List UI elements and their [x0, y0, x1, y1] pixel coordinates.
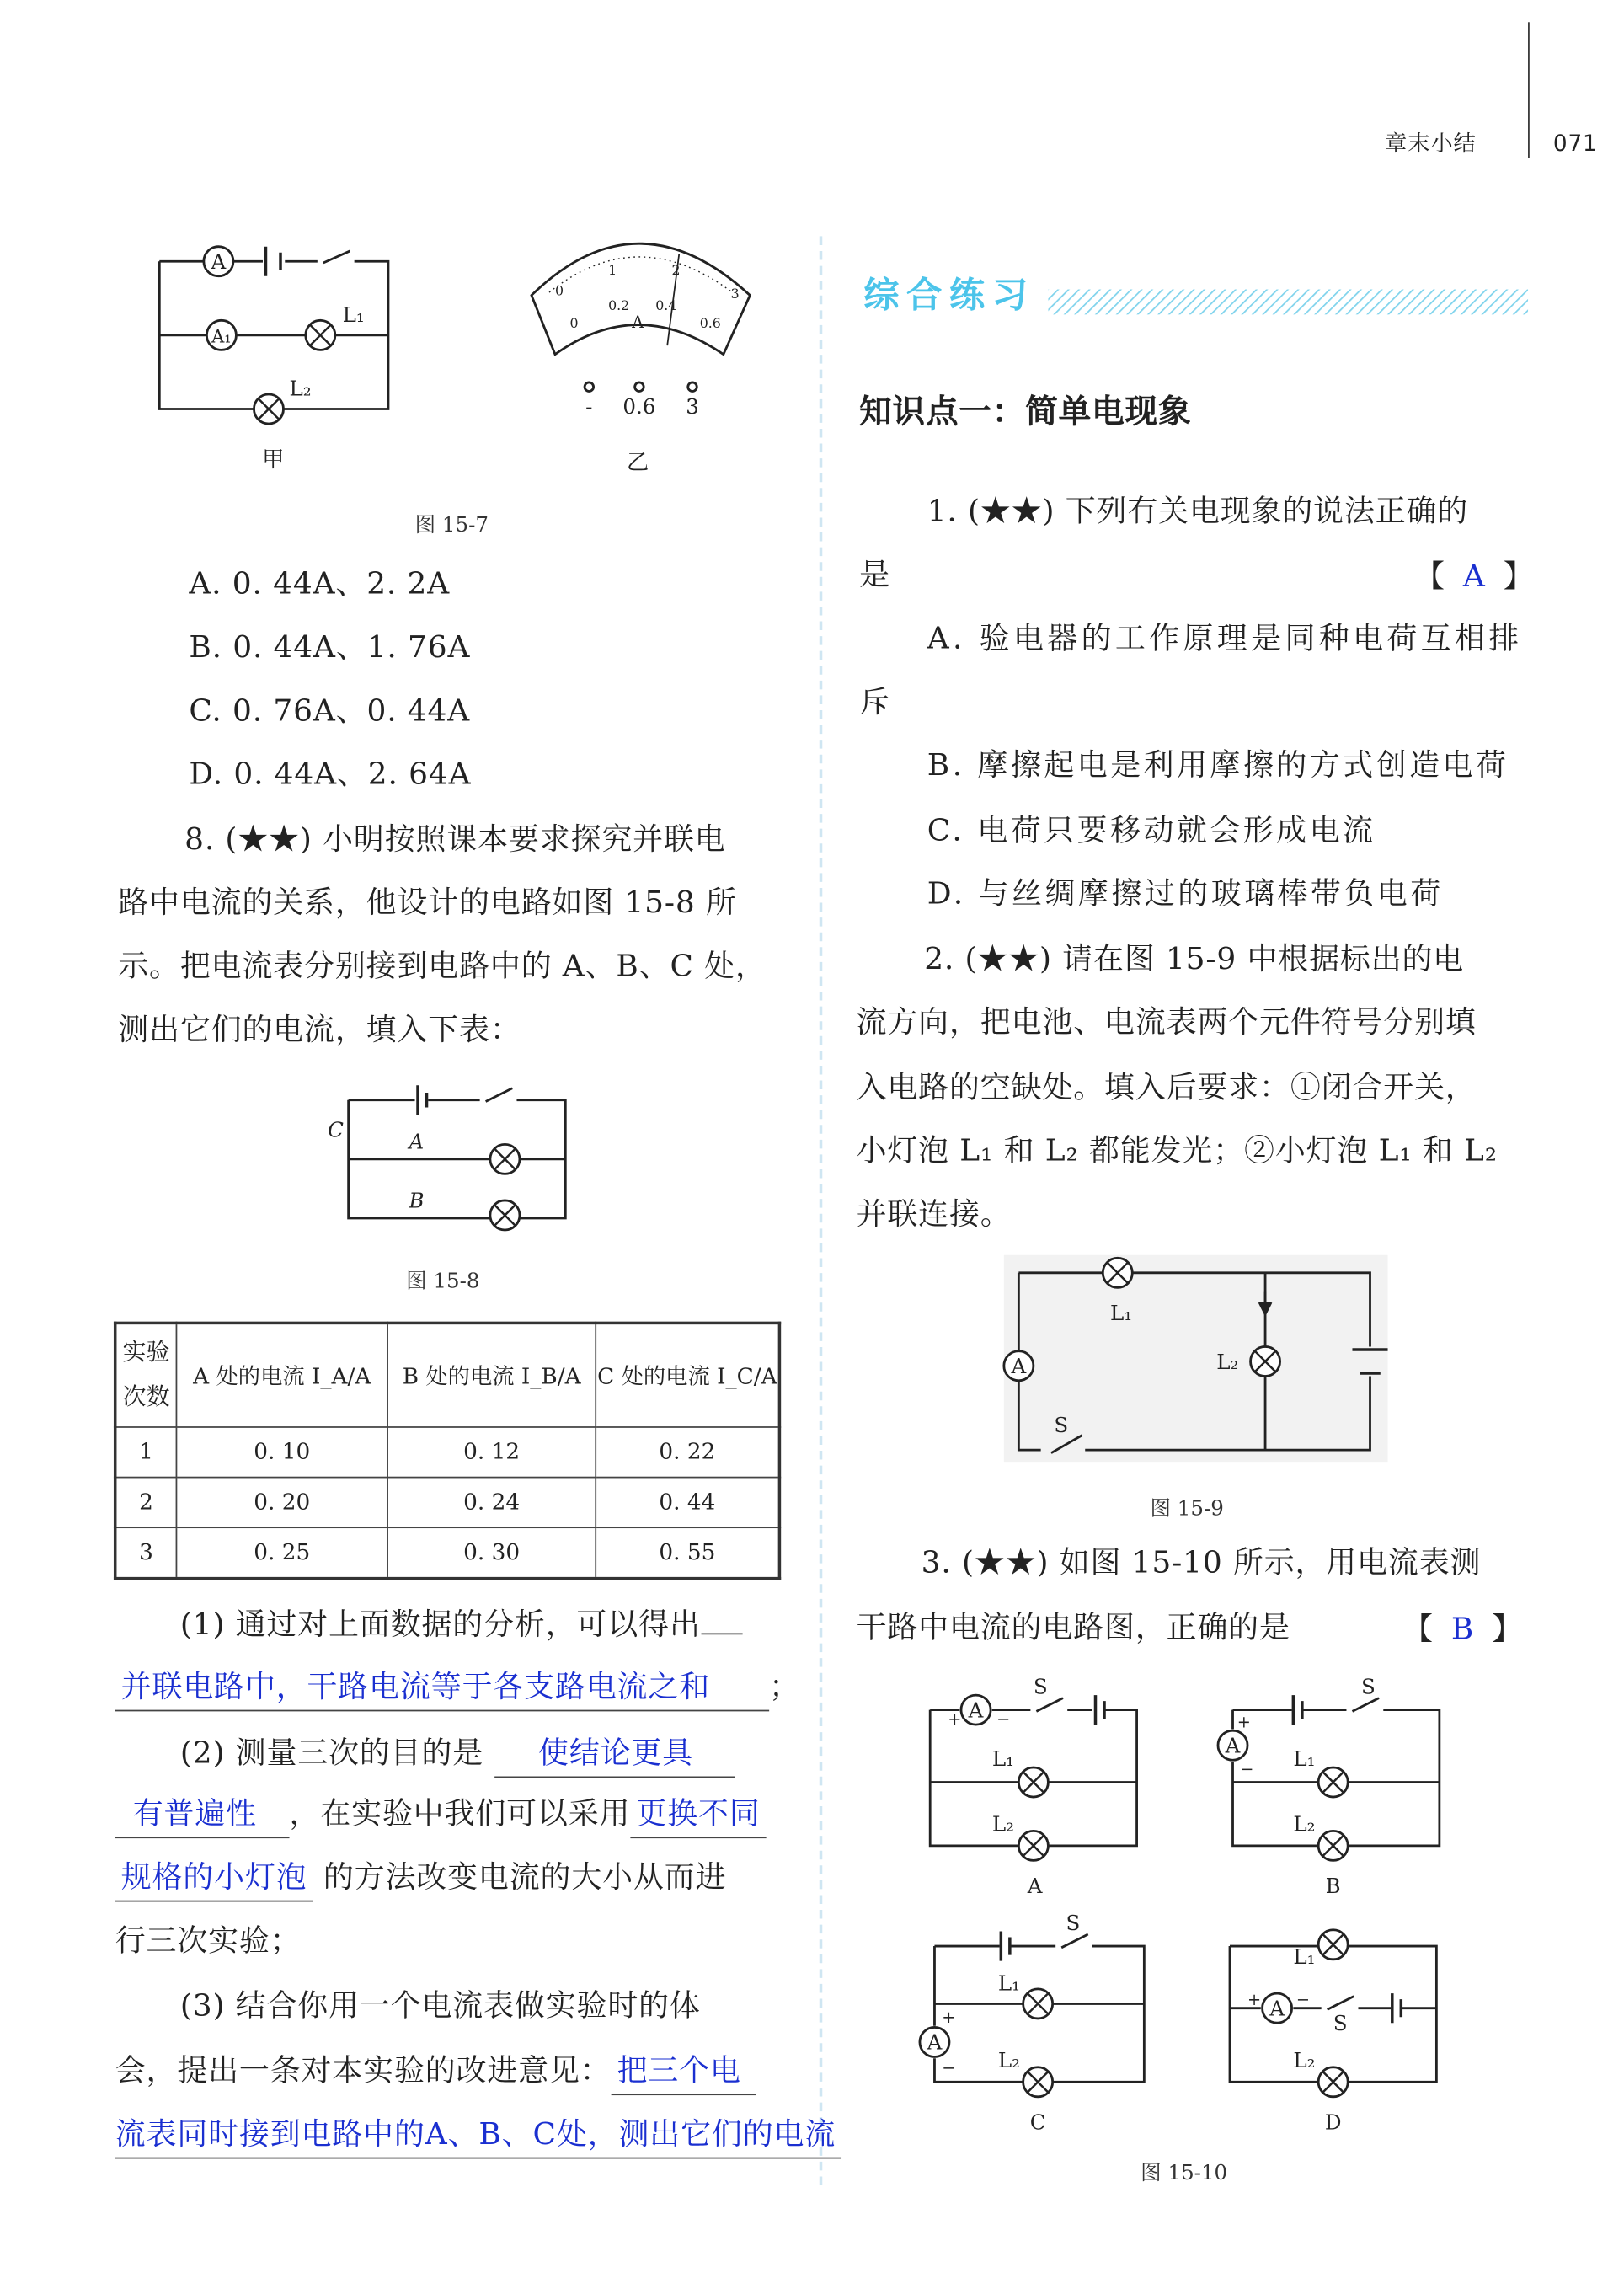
switch-label: S	[1333, 2010, 1348, 2035]
q8-part2-line	[115, 1795, 767, 1831]
minus-sign: −	[1295, 1990, 1311, 2010]
bracket-open: 【	[1402, 1611, 1434, 1647]
lamp-l2-label: L₂	[1293, 2047, 1316, 2072]
answer-blank[interactable]	[701, 1633, 742, 1634]
data-table	[114, 1322, 781, 1580]
table-cell: 0. 25	[176, 1527, 387, 1578]
label-jia: 甲	[262, 447, 285, 473]
option-d: D. 0. 44A、2. 64A	[189, 756, 472, 792]
option-label-c: C	[1029, 2110, 1046, 2135]
circuit-15-10-c	[920, 1911, 1144, 2135]
switch-label: S	[1066, 1910, 1081, 1935]
option-c: C. 0. 76A、0. 44A	[189, 692, 471, 729]
plus-sign: +	[1247, 1990, 1262, 2010]
page-number: 071	[1552, 130, 1598, 157]
answer-text: 把三个电	[612, 2052, 756, 2095]
option-label-a: A	[1027, 1873, 1043, 1898]
scale-top-1: 1	[608, 262, 617, 279]
q3-answer: B	[1450, 1611, 1475, 1647]
q8-line: 8. (★★) 小明按照课本要求探究并联电	[184, 821, 726, 857]
scale-top-3: 3	[730, 286, 740, 302]
meter-unit: A	[632, 313, 644, 333]
circuit-15-10-d	[1230, 1930, 1436, 2135]
q8-part3-line	[115, 2115, 841, 2152]
q8-part1	[179, 1606, 742, 1643]
q8-part2-text: (2) 测量三次的目的是	[179, 1735, 484, 1771]
lamp-l2-label: L₂	[991, 1811, 1014, 1837]
minus-sign: −	[942, 2057, 956, 2077]
section-title: 综合练习	[863, 275, 1035, 317]
q8-part3-text: 会，提出一条对本实验的改进意见：	[115, 2052, 612, 2088]
circuit-15-10-a	[930, 1674, 1136, 1898]
answer-text: 规格的小灯泡	[115, 1859, 313, 1902]
lamp-l1-label: L₁	[997, 1971, 1020, 1996]
ammeter-label: A	[1011, 1354, 1027, 1379]
table-cell: 1	[115, 1426, 177, 1477]
circuit-15-7-jia	[159, 247, 388, 424]
q1-option-a: A. 验电器的工作原理是同种电荷互相排	[927, 620, 1523, 656]
q1-line: 1. (★★) 下列有关电现象的说法正确的	[927, 493, 1469, 529]
q8-line: 测出它们的电流，填入下表：	[118, 1011, 521, 1047]
option-label-d: D	[1324, 2110, 1342, 2135]
lamp-l2-label: L₂	[1216, 1349, 1239, 1374]
answer-text: 流表同时接到电路中的A、B、C处，测出它们的电流	[115, 2116, 841, 2159]
bracket-close: 】	[1492, 1611, 1524, 1647]
q8-part2-line: 行三次实验；	[115, 1922, 302, 1959]
table-cell: 0. 30	[387, 1527, 596, 1578]
lamp-l1-label: L₁	[1293, 1944, 1316, 1970]
table-row	[115, 1477, 780, 1527]
ammeter-dial-15-7-yi	[532, 243, 750, 419]
scale-top-0: 0	[555, 282, 564, 299]
caption-15-7: 图 15-7	[414, 511, 489, 537]
q8-line: 示。把电流表分别接到电路中的 A、B、C 处，	[118, 948, 767, 984]
punctuation: ；	[769, 1668, 800, 1704]
lamp-l1-label: L₁	[342, 302, 365, 328]
ammeter-label: A	[1269, 1996, 1285, 2021]
option-label-b: B	[1325, 1873, 1341, 1898]
q1-line: 是	[859, 556, 890, 592]
q1-option-c: C. 电荷只要移动就会形成电流	[927, 811, 1376, 848]
table-header: 实验次数	[115, 1323, 177, 1426]
point-c: C	[328, 1117, 344, 1142]
plus-sign: +	[1237, 1712, 1251, 1732]
q8-part1-text: (1) 通过对上面数据的分析，可以得出	[179, 1606, 701, 1643]
section-title-decoration	[1048, 290, 1528, 315]
option-b: B. 0. 44A、1. 76A	[189, 628, 471, 665]
terminal-minus: -	[585, 393, 593, 419]
switch-label: S	[1360, 1674, 1376, 1699]
caption-15-10: 图 15-10	[1141, 2159, 1228, 2184]
circuit-15-9	[1004, 1255, 1388, 1462]
q1-option-d: D. 与丝绸摩擦过的玻璃棒带负电荷	[927, 875, 1444, 912]
q1-option-b: B. 摩擦起电是利用摩擦的方式创造电荷	[927, 746, 1509, 783]
q2-line: 小灯泡 L₁ 和 L₂ 都能发光；②小灯泡 L₁ 和 L₂	[856, 1132, 1498, 1168]
table-cell: 0. 44	[596, 1477, 779, 1527]
table-cell: 2	[115, 1477, 177, 1527]
caption-15-8: 图 15-8	[406, 1268, 480, 1293]
q8-part2	[179, 1735, 735, 1771]
table-cell: 0. 10	[176, 1426, 387, 1477]
terminal-3: 3	[686, 393, 699, 419]
q8-part2-text: ，在实验中我们可以采用	[289, 1795, 631, 1831]
ammeter-label: A	[927, 2029, 943, 2055]
table-header: A 处的电流 I_A/A	[176, 1323, 387, 1426]
ammeter-a1-label: A₁	[211, 325, 232, 347]
bracket-open: 【	[1414, 558, 1445, 594]
lamp-l2-label: L₂	[997, 2047, 1020, 2072]
terminal-0-6: 0.6	[622, 393, 656, 419]
point-b: B	[409, 1188, 425, 1213]
answer-text: 有普遍性	[115, 1795, 290, 1838]
q3-line: 干路中电流的电路图，正确的是	[856, 1609, 1290, 1645]
switch-label: S	[1054, 1413, 1069, 1438]
q8-part3: (3) 结合你用一个电流表做实验时的体	[179, 1987, 701, 2024]
plus-sign: +	[948, 1709, 962, 1730]
lamp-l1-label: L₁	[991, 1746, 1014, 1772]
table-cell: 0. 55	[596, 1527, 779, 1578]
header-section: 章末小结	[1385, 130, 1477, 157]
q8-part1-answer-line	[115, 1668, 800, 1704]
lamp-l2-label: L₂	[1293, 1811, 1316, 1837]
q1-answer: A	[1462, 558, 1486, 594]
label-yi: 乙	[627, 450, 649, 476]
table-header: C 处的电流 I_C/A	[596, 1323, 779, 1426]
q1-answer-box	[1414, 558, 1535, 594]
minus-sign: −	[996, 1709, 1011, 1730]
table-row	[115, 1527, 780, 1578]
topic-heading: 知识点一：简单电现象	[859, 393, 1192, 431]
caption-15-9: 图 15-9	[1150, 1495, 1224, 1521]
lamp-l1-label: L₁	[1110, 1300, 1133, 1325]
q1-option-a-cont: 斥	[859, 683, 890, 719]
scale-bottom-0: 0	[569, 315, 579, 332]
point-a: A	[409, 1129, 425, 1154]
ammeter-label: A	[968, 1698, 984, 1723]
lamp-l1-label: L₁	[1293, 1746, 1316, 1772]
table-cell: 0. 22	[596, 1426, 779, 1477]
table-row	[115, 1426, 780, 1477]
table-cell: 0. 24	[387, 1477, 596, 1527]
answer-text: 更换不同	[630, 1795, 766, 1838]
scale-bottom-2: 0.4	[655, 297, 677, 314]
q3-line: 3. (★★) 如图 15-10 所示，用电流表测	[921, 1544, 1482, 1580]
table-header: B 处的电流 I_B/A	[387, 1323, 596, 1426]
circuit-15-10-b	[1218, 1674, 1440, 1898]
minus-sign: −	[1240, 1759, 1254, 1779]
ammeter-label: A	[211, 249, 227, 274]
q2-line: 2. (★★) 请在图 15-9 中根据标出的电	[924, 940, 1465, 976]
q3-answer-box	[1402, 1611, 1524, 1647]
lamp-l2-label: L₂	[289, 376, 312, 401]
answer-text: 使结论更具	[494, 1735, 735, 1778]
switch-label: S	[1033, 1674, 1048, 1699]
q8-part2-text: 的方法改变电流的大小从而进	[323, 1858, 727, 1895]
q2-line: 流方向，把电池、电流表两个元件符号分别填	[856, 1003, 1477, 1040]
scale-bottom-1: 0.2	[608, 297, 630, 314]
ammeter-label: A	[1225, 1733, 1241, 1758]
plus-sign: +	[942, 2008, 956, 2028]
scale-top-2: 2	[671, 262, 681, 279]
q2-line: 并联连接。	[856, 1195, 1012, 1232]
answer-text: 并联电路中，干路电流等于各支路电流之和	[115, 1669, 769, 1712]
option-a: A. 0. 44A、2. 2A	[189, 565, 451, 602]
q8-part2-line	[115, 1858, 727, 1895]
bracket-close: 】	[1503, 558, 1535, 594]
scale-bottom-3: 0.6	[699, 315, 721, 332]
q8-part3-line	[115, 2052, 756, 2088]
table-cell: 3	[115, 1527, 177, 1578]
q8-line: 路中电流的关系，他设计的电路如图 15-8 所	[118, 884, 737, 920]
circuit-15-8	[328, 1085, 565, 1230]
table-cell: 0. 20	[176, 1477, 387, 1527]
q2-line: 入电路的空缺处。填入后要求：①闭合开关，	[856, 1068, 1477, 1105]
table-cell: 0. 12	[387, 1426, 596, 1477]
